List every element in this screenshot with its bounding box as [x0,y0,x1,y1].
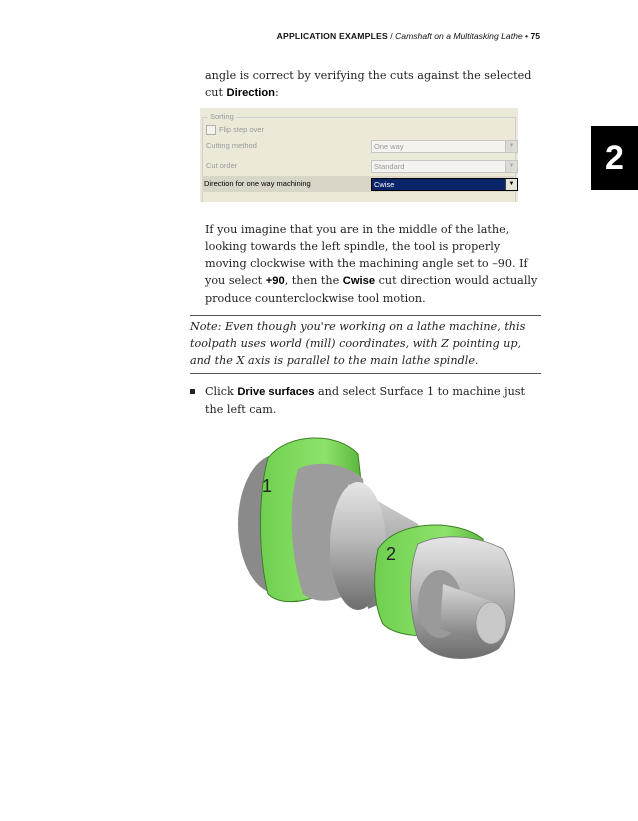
sorting-dialog-screenshot [200,108,518,202]
step-bullet [190,383,545,418]
step-text [205,383,545,418]
flip-step-over-row[interactable] [204,122,516,138]
sorting-group-label: Sorting [210,112,234,121]
step-b1: Drive surfaces [237,386,315,398]
para2-b2: Cwise [342,275,376,287]
direction-label: Direction for one way machining [204,179,311,188]
flip-step-over-label: Flip step over [219,125,265,134]
paragraph-orientation [205,221,545,307]
chevron-down-icon: ▼ [505,141,517,152]
para1-end: : [275,86,279,99]
header-section: APPLICATION EXAMPLES [276,31,388,41]
step-t1: Click [205,385,238,398]
paragraph-direction [205,67,545,102]
chapter-tab: 2 [591,126,638,190]
cut-order-label: Cut order [206,161,238,170]
para2-t1: If you imagine that you are in the middle of the lathe, looking towards the left spindle, the tool is properly moving clockwise with the machining angle set to –90. If you select [205,223,528,287]
chevron-down-icon: ▼ [505,161,517,172]
bullet-square-icon [190,389,195,394]
direction-row [202,176,514,192]
shaft-end [476,602,506,644]
para1-bold: Direction [226,87,276,99]
cutting-method-label: Cutting method [206,141,257,150]
flip-step-over-checkbox[interactable] [206,125,216,135]
step-t2: and select Surface 1 to machine just the left cam. [205,385,526,416]
surface-1-label: 1 [262,476,273,496]
header-separator: / [387,31,396,41]
para2-t3: cut direction would actually produce counterclockwise tool motion. [205,274,538,305]
header-subtitle: Camshaft on a Multitasking Lathe [395,31,523,41]
cutting-method-select[interactable] [371,140,518,153]
page-number: 75 [530,31,540,41]
cutting-method-row [204,138,516,154]
cut-order-select[interactable] [371,160,518,173]
chevron-down-icon: ▼ [505,179,517,190]
note-box: Note: Even though you're working on a lathe machine, this toolpath uses world (mill) coordinates, with Z pointing up, and the X axis is parallel to the main lathe spindle. [190,315,541,374]
para1-text: angle is correct by verifying the cuts against the selected cut [205,69,532,99]
cut-order-value: Standard [374,162,405,171]
running-header [0,31,540,41]
header-bullet: • [522,31,531,41]
direction-select[interactable] [371,178,518,191]
direction-value: Cwise [374,180,395,189]
surface-2-label: 2 [386,544,397,564]
cut-order-row [204,158,516,174]
cutting-method-value: One way [374,142,404,151]
para2-b1: +90 [265,275,285,287]
para2-t2: , then the [284,274,343,287]
camshaft-figure [228,424,524,676]
